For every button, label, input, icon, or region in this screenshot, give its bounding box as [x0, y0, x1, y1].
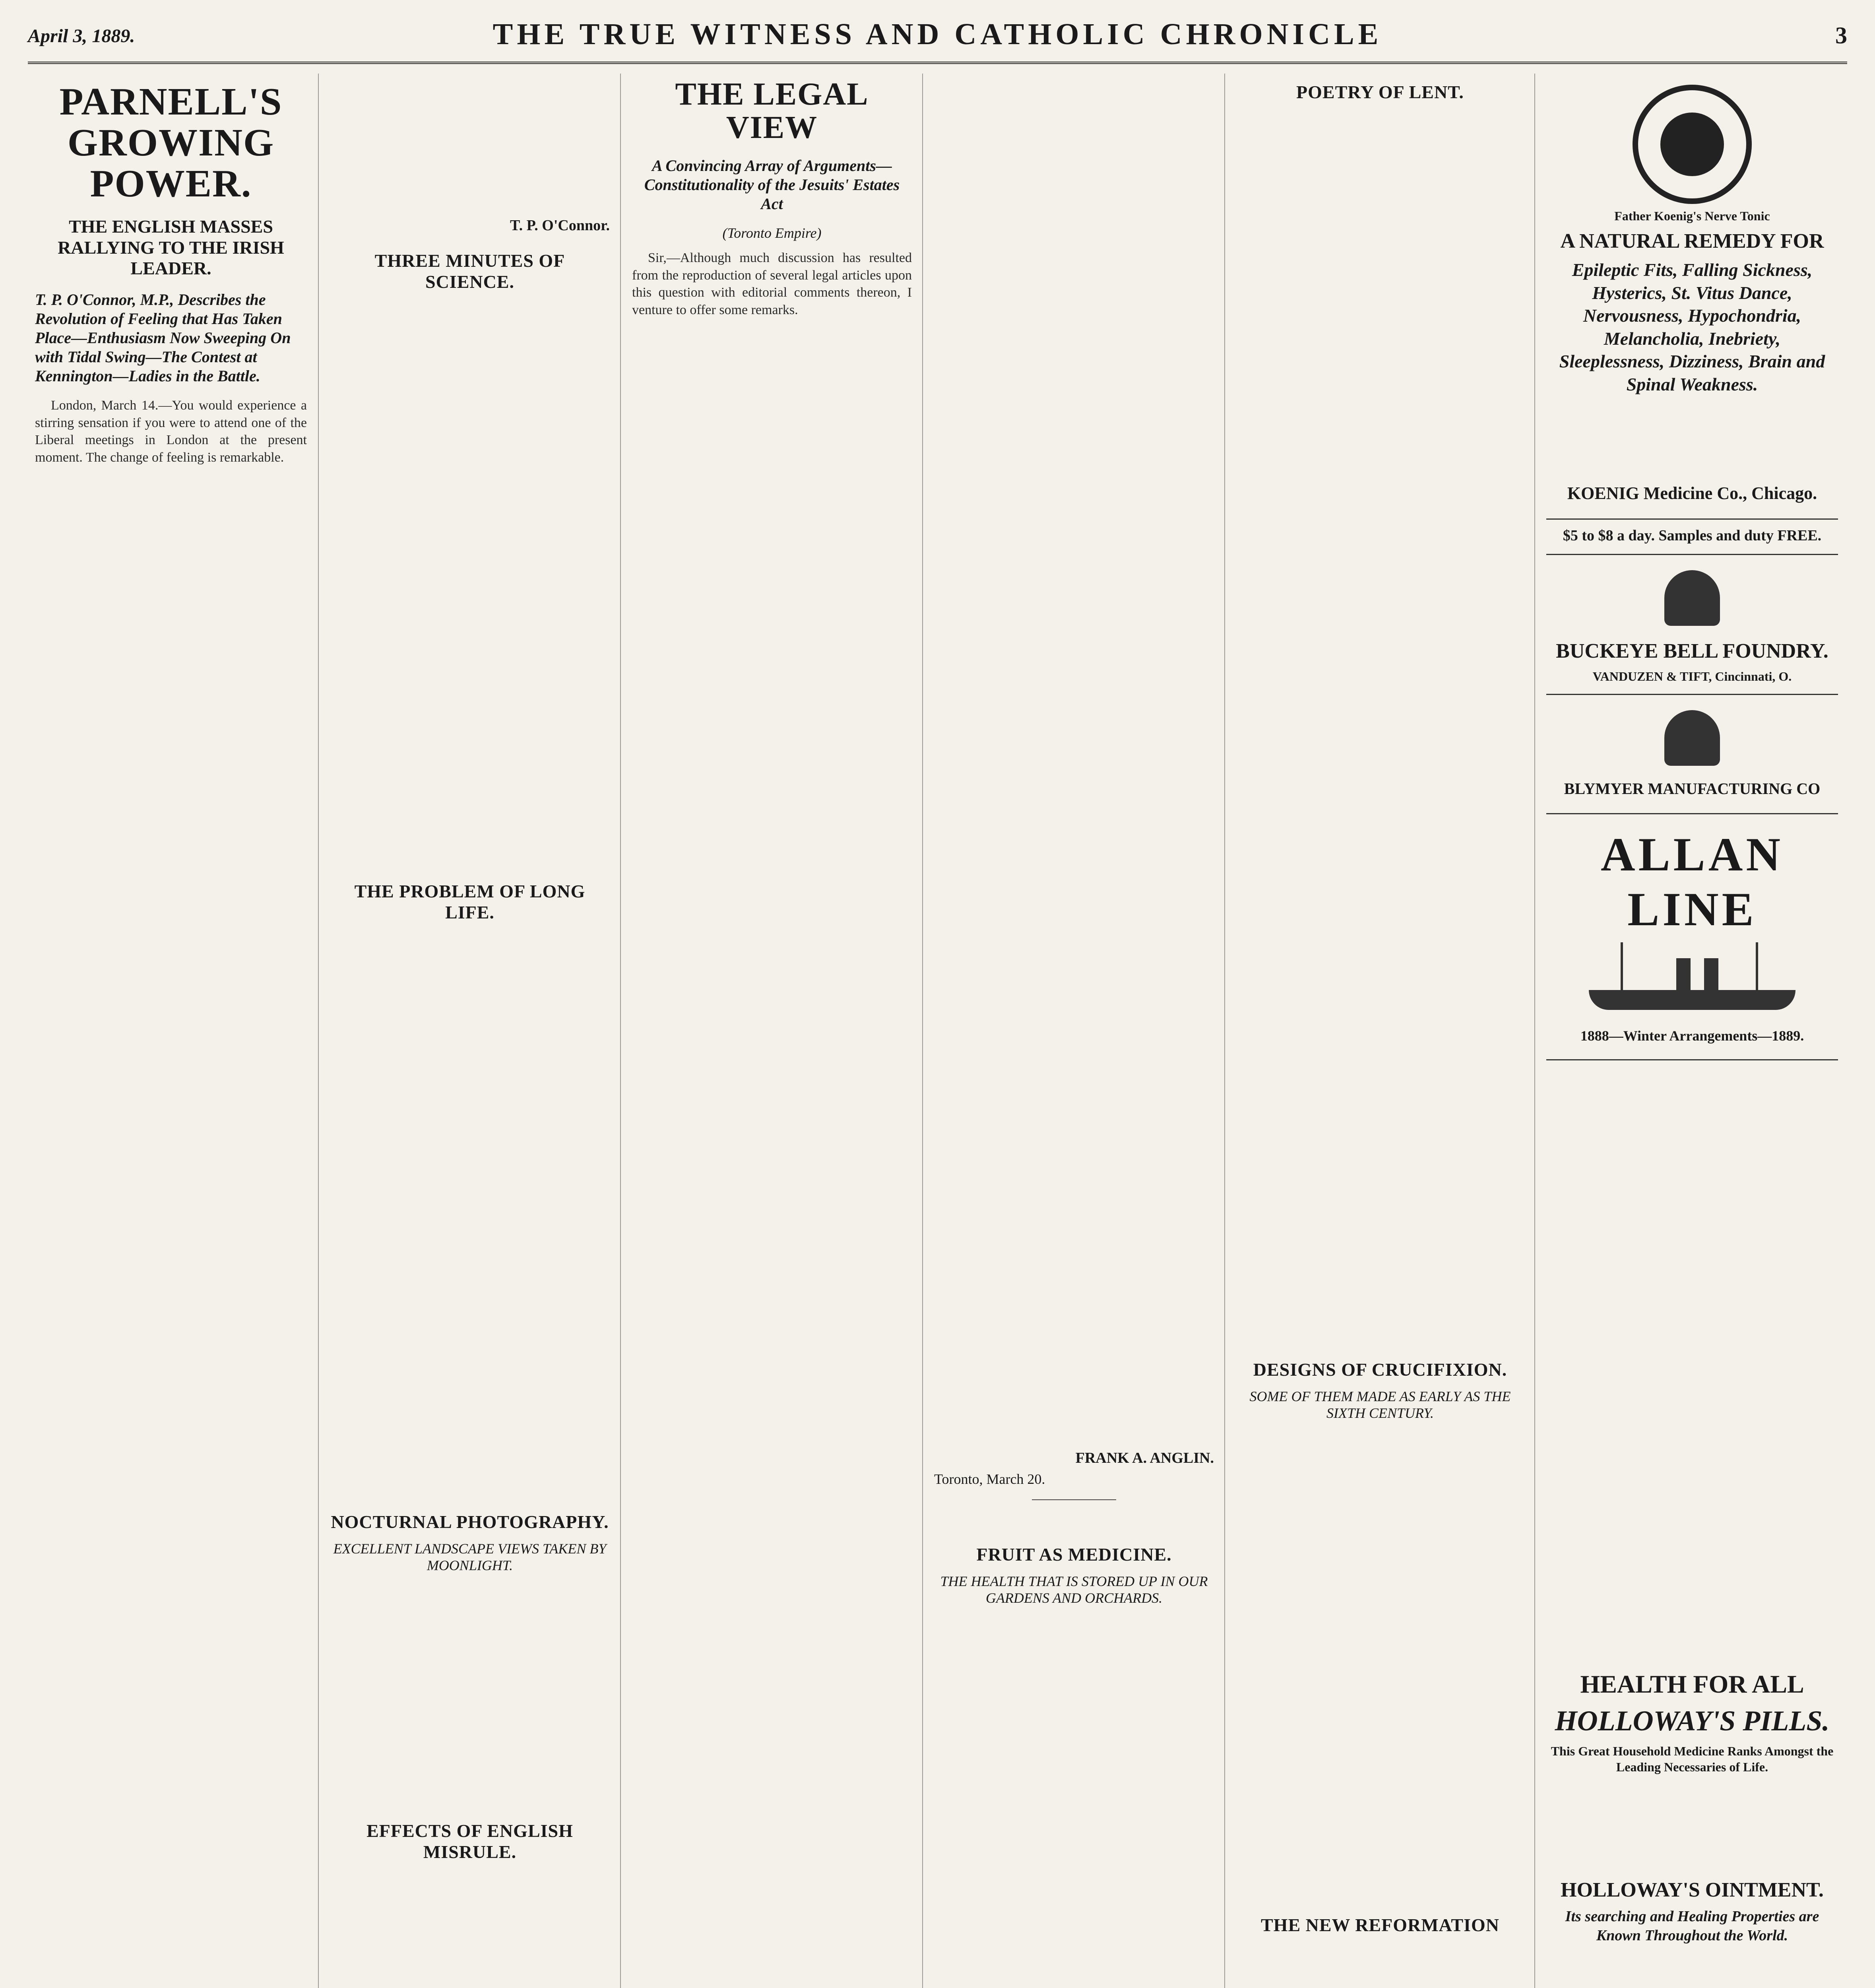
buckeye-bell-ad	[1546, 555, 1838, 695]
legal-title: THE LEGAL VIEW	[675, 77, 869, 145]
photography-subtitle: EXCELLENT LANDSCAPE VIEWS TAKEN BY MOONLIGHT.	[333, 1541, 607, 1573]
issue-date: April 3, 1889.	[28, 25, 135, 47]
page-number: 3	[1835, 22, 1847, 49]
logo-core-shape	[1660, 113, 1724, 176]
parnell-opening: London, March 14.—You would experience a stirring sensation if you were to attend one of the Liberal meetings in London at the present moment. The change of feeling is remarkable.	[35, 398, 307, 465]
tonic-head: A NATURAL REMEDY FOR	[1560, 230, 1824, 252]
holloway-ad	[1546, 1657, 1838, 1955]
column-1	[24, 74, 318, 1988]
allan-line-subtitle: 1888—Winter Arrangements—1889.	[1580, 1028, 1804, 1044]
five-dollar-ad	[1546, 520, 1838, 555]
holloway-ointment-title: HOLLOWAY'S OINTMENT.	[1561, 1879, 1824, 1901]
allan-line-ad	[1546, 814, 1838, 1060]
parnell-deck: T. P. O'Connor, M.P., Describes the Revolution of Feeling that Has Taken Place—Enthusiasm Now Sweeping On with Tidal Swing—The Contest at Kennington—Ladies in the Battle.	[35, 291, 291, 385]
legal-opening: Sir,—Although much discussion has resulted from the reproduction of several legal articles upon this question with editorial comments thereon, I venture to offer some remarks.	[632, 250, 912, 317]
bell-icon	[1640, 566, 1744, 634]
nerve-tonic-ad	[1546, 74, 1838, 520]
misrule-title: EFFECTS OF ENGLISH MISRULE.	[366, 1821, 573, 1862]
masthead	[28, 10, 1847, 64]
nerve-tonic-logo	[1633, 85, 1752, 204]
holloway-tagline: This Great Household Medicine Ranks Amongst the Leading Necessaries of Life.	[1551, 1744, 1834, 1774]
newspaper-title: THE TRUE WITNESS AND CATHOLIC CHRONICLE	[493, 17, 1382, 51]
crucifixion-title: DESIGNS OF CRUCIFIXION.	[1253, 1359, 1507, 1380]
parnell-signoff: T. P. O'Connor.	[510, 217, 610, 234]
legal-source: (Toronto Empire)	[722, 225, 822, 241]
science-title: THREE MINUTES OF SCIENCE.	[374, 250, 565, 292]
five-dollar-text: $5 to $8 a day. Samples and duty FREE.	[1563, 527, 1822, 544]
column-4	[922, 74, 1225, 1988]
tonic-ailments: Epileptic Fits, Falling Sickness, Hysterics, St. Vitus Dance, Nervousness, Hypochondria, Melancholia, Inebriety, Sleeplessness, Dizziness, Brain and Spinal Weakness.	[1559, 260, 1825, 394]
holloway-pills-title: HOLLOWAY'S PILLS.	[1555, 1705, 1830, 1737]
column-2	[318, 74, 621, 1988]
blymyer-title: BLYMYER MANUFACTURING CO	[1564, 780, 1821, 798]
buckeye-title: BUCKEYE BELL FOUNDRY.	[1556, 640, 1828, 662]
parnell-subhead: THE ENGLISH MASSES RALLYING TO THE IRISH LEADER.	[58, 216, 284, 279]
blymyer-ad	[1546, 695, 1838, 814]
legal-deck: A Convincing Array of Arguments—Constitutionality of the Jesuits' Estates Act	[644, 157, 900, 213]
church-bell-icon	[1640, 706, 1744, 774]
tonic-logo-text: Father Koenig's Nerve Tonic	[1614, 209, 1770, 223]
parnell-headline: PARNELL'S GROWING POWER.	[59, 80, 283, 205]
divider	[1032, 1499, 1116, 1500]
anglin-signoff: FRANK A. ANGLIN.	[1075, 1450, 1214, 1466]
long-life-title: THE PROBLEM OF LONG LIFE.	[354, 881, 586, 922]
vanduzen-text: VANDUZEN & TIFT, Cincinnati, O.	[1592, 669, 1792, 683]
column-5	[1224, 74, 1535, 1988]
column-3	[620, 74, 923, 1988]
koenig-company: KOENIG Medicine Co., Chicago.	[1567, 483, 1817, 503]
holloway-ointment-sub: Its searching and Healing Properties are Known Throughout the World.	[1565, 1908, 1819, 1944]
fruit-subtitle: THE HEALTH THAT IS STORED UP IN OUR GARDENS AND ORCHARDS.	[940, 1573, 1208, 1606]
allan-line-title: ALLAN LINE	[1600, 828, 1784, 936]
steamship-icon	[1573, 942, 1811, 1022]
crucifixion-subtitle: SOME OF THEM MADE AS EARLY AS THE SIXTH CENTURY.	[1249, 1388, 1511, 1421]
advertisement-column	[1534, 74, 1849, 1988]
photography-title: NOCTURNAL PHOTOGRAPHY.	[331, 1512, 609, 1532]
reformation-title: THE NEW REFORMATION	[1260, 1915, 1500, 1935]
anglin-place: Toronto, March 20.	[934, 1471, 1045, 1487]
holloway-health-title: HEALTH FOR ALL	[1580, 1670, 1804, 1698]
fruit-title: FRUIT AS MEDICINE.	[976, 1544, 1172, 1565]
poetry-title: POETRY OF LENT.	[1296, 82, 1464, 102]
